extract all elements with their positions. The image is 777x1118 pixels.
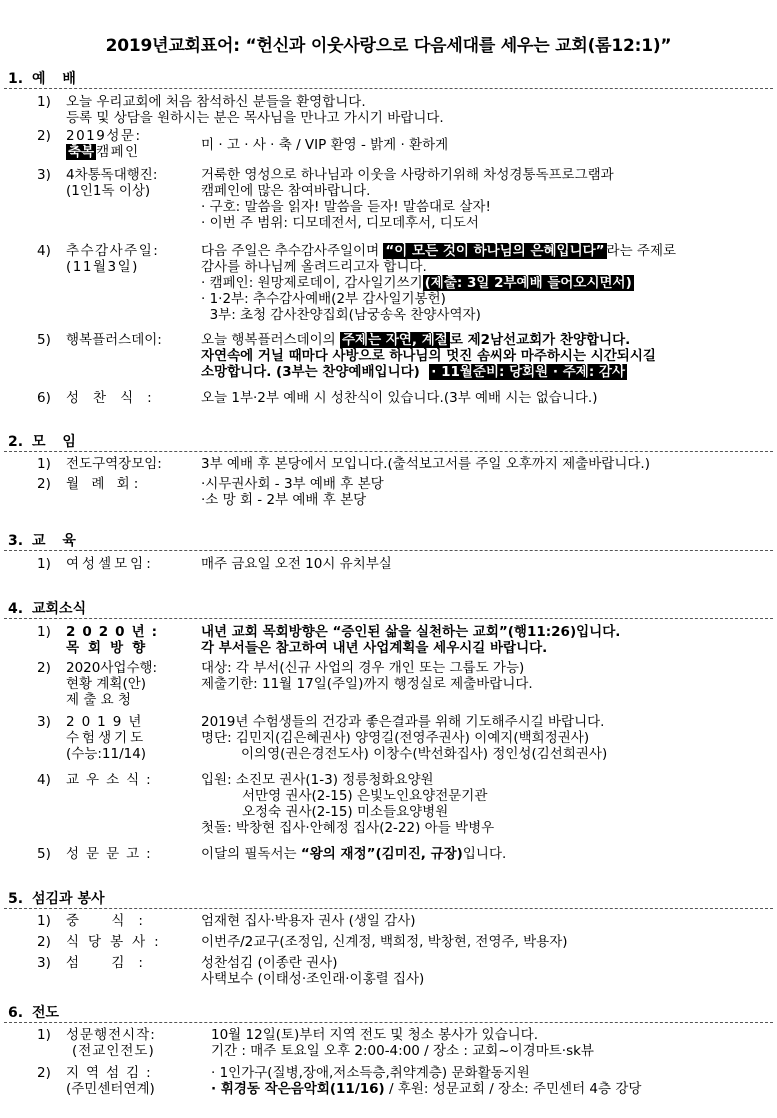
section-heading-service: 5. 섬김과 봉사 bbox=[8, 891, 105, 907]
section-heading-news: 4. 교회소식 bbox=[8, 601, 87, 617]
divider bbox=[4, 908, 773, 909]
section-heading-meeting: 2. 모 임 bbox=[8, 434, 82, 450]
divider bbox=[4, 451, 773, 452]
page-title: 2019년교회표어: “헌신과 이웃사랑으로 다음세대를 세우는 교회(롬12:1)” bbox=[105, 36, 672, 56]
divider bbox=[4, 618, 773, 619]
section-heading-education: 3. 교 육 bbox=[8, 533, 82, 549]
divider bbox=[4, 1022, 773, 1023]
divider bbox=[4, 550, 773, 551]
section-heading-worship: 1. 예 배 bbox=[8, 71, 82, 87]
divider bbox=[4, 88, 773, 89]
section-heading-evangelism: 6. 전도 bbox=[8, 1005, 60, 1021]
